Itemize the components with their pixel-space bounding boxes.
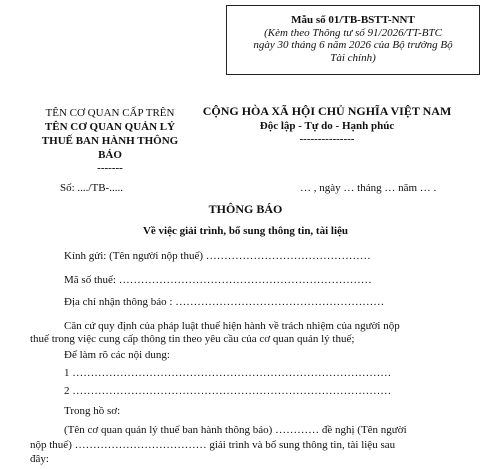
document-date: … , ngày … tháng … năm … . — [300, 182, 437, 194]
address-line: Địa chỉ nhận thông báo : ………………………………………………… — [64, 296, 385, 308]
form-number-box — [226, 5, 480, 75]
form-reference-date: ngày 30 tháng 6 năm 2026 của Bộ trưởng Bộ — [253, 39, 453, 51]
clarify-label: Để làm rõ các nội dung: — [64, 349, 170, 361]
in-file-label: Trong hồ sơ: — [64, 405, 121, 417]
request-line3: đây: — [30, 453, 49, 465]
national-header-block — [196, 104, 458, 145]
content-item-1: 1 …………………………………………………………………………… — [64, 367, 392, 379]
left-header-dash: ------- — [97, 162, 123, 174]
right-header-dash: --------------- — [299, 133, 355, 145]
form-reference-ministry: Tài chính) — [330, 51, 376, 64]
notice-subtitle: Về việc giải trình, bổ sung thông tin, tài liệu — [142, 225, 349, 237]
country-name: CỘNG HÒA XÃ HỘI CHỦ NGHĨA VIỆT NAM — [202, 104, 452, 118]
request-line1: (Tên cơ quan quản lý thuế ban hành thông báo) ………… đề nghị (Tên người — [64, 424, 407, 436]
legal-basis-line1: Căn cứ quy định của pháp luật thuế hiện hành về trách nhiệm của người nộp — [64, 320, 400, 332]
tax-authority-line1: TÊN CƠ QUAN QUẢN LÝ — [44, 121, 176, 133]
notice-title: THÔNG BÁO — [208, 202, 283, 216]
motto: Độc lập - Tự do - Hạnh phúc — [259, 120, 395, 132]
request-line2: nộp thuế) ……………………………… giải trình và bổ sung thông tin, tài liệu sau — [30, 439, 396, 451]
tax-authority-line2: THUẾ BAN HÀNH THÔNG — [41, 135, 179, 147]
content-item-2: 2 …………………………………………………………………………… — [64, 385, 392, 397]
form-reference-line: (Kèm theo Thông tư số 91/2026/TT-BTC — [264, 26, 442, 39]
tax-authority-line3: BÁO — [98, 149, 122, 161]
form-number: Mẫu số 01/TB-BSTT-NNT — [291, 14, 415, 26]
parent-agency: TÊN CƠ QUAN CẤP TRÊN — [45, 107, 175, 119]
recipient-line: Kính gửi: (Tên người nộp thuế) ……………………………………… — [64, 250, 371, 262]
document-number: Số: ..../TB-..... — [60, 182, 123, 194]
issuing-agency-block — [30, 106, 190, 174]
tax-code-line: Mã số thuế: …………………………………………………………… — [64, 274, 372, 286]
legal-basis-line2: thuế trong việc cung cấp thông tin theo yêu cầu của cơ quan quản lý thuế; — [30, 333, 355, 345]
